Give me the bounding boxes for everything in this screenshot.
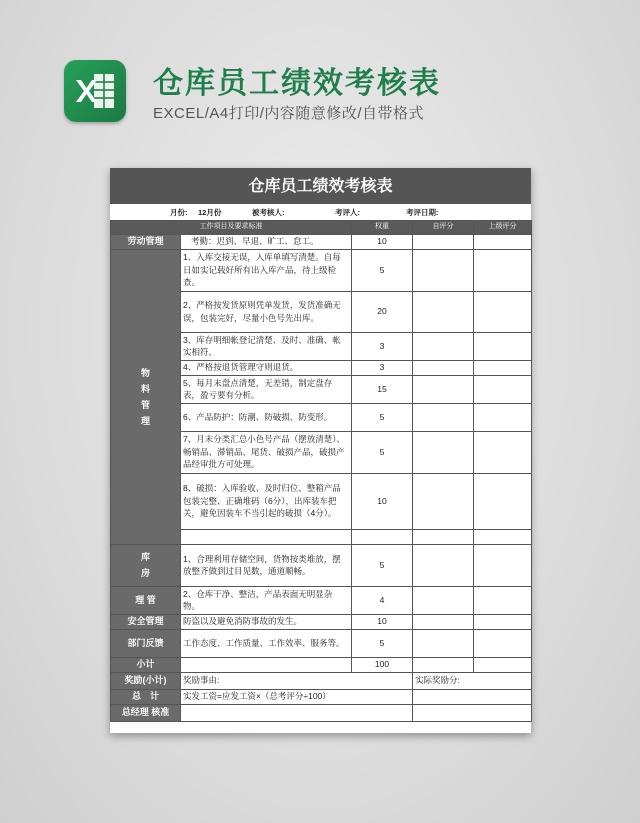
self-score-cell[interactable] (413, 431, 474, 473)
superior-score-cell[interactable] (474, 629, 532, 657)
item-desc: 7、月末分类汇总小色号产品（摆放清楚）、畅销品、滞销品、尾货、破损产品，破损产品经审批方可处理。 (181, 431, 352, 473)
superior-score-cell[interactable] (474, 403, 532, 431)
banner-subtitle: EXCEL/A4打印/内容随意修改/自带格式 (153, 105, 425, 122)
date-label: 考评日期: (406, 208, 439, 217)
item-weight: 5 (352, 431, 413, 473)
category-cell: 小计 (111, 657, 181, 672)
superior-score-cell[interactable] (474, 657, 532, 672)
category-cell: 安全管理 (111, 614, 181, 629)
table-row (111, 629, 532, 657)
item-desc: 1、入库交接无误，入库单填写清楚。自每日如实记载好所有出入库产品，待上级检查。 (181, 249, 352, 291)
superior-score-cell[interactable] (474, 291, 532, 332)
superior-score-cell[interactable] (474, 614, 532, 629)
excel-logo-icon (64, 60, 126, 122)
self-score-cell[interactable] (413, 544, 474, 586)
item-desc: 1、合理利用存储空间，货物按类堆放，摆放整齐做到过目见数，通道顺畅。 (181, 544, 352, 586)
self-score-cell[interactable] (413, 291, 474, 332)
item-weight: 4 (352, 586, 413, 614)
item-desc: 5、每月末盘点清楚，无差错，制定盘存表，盈亏要有分析。 (181, 375, 352, 403)
category-cell: 总经理 核准 (111, 704, 181, 721)
superior-score-cell[interactable] (474, 234, 532, 249)
category-cell: 劳动管理 (111, 234, 181, 249)
item-weight: 10 (352, 234, 413, 249)
self-score-cell[interactable] (413, 629, 474, 657)
assessment-sheet (110, 168, 531, 733)
gm-approval-extra-cell[interactable] (413, 704, 532, 721)
table-row (111, 689, 532, 704)
item-weight: 5 (352, 544, 413, 586)
category-cell: 总 计 (111, 689, 181, 704)
superior-score-cell[interactable] (474, 332, 532, 360)
item-weight: 5 (352, 249, 413, 291)
info-row (110, 204, 531, 220)
reward-reason[interactable]: 奖励事由: (181, 672, 413, 689)
item-desc: 2、仓库干净、整洁，产品表面无明显杂物。 (181, 586, 352, 614)
superior-score-cell[interactable] (474, 529, 532, 544)
category-cell: 理 管 (111, 586, 181, 614)
item-desc: 考勤：迟到、早退、旷工、怠工。 (181, 234, 352, 249)
table-row (111, 234, 532, 249)
item-weight: 10 (352, 614, 413, 629)
self-score-cell[interactable] (413, 403, 474, 431)
superior-score-cell[interactable] (474, 431, 532, 473)
category-cell: 部门反馈 (111, 629, 181, 657)
item-weight: 15 (352, 375, 413, 403)
item-desc: 3、库存明细帐登记清楚、及时、准确、帐实相符。 (181, 332, 352, 360)
table-row (111, 657, 532, 672)
total-value-cell[interactable] (413, 689, 532, 704)
reward-actual[interactable]: 实际奖励分: (413, 672, 532, 689)
item-desc: 工作态度、工作质量、工作效率、服务等。 (181, 629, 352, 657)
banner-title: 仓库员工绩效考核表 (153, 66, 441, 101)
self-score-cell[interactable] (413, 529, 474, 544)
self-score-cell[interactable] (413, 586, 474, 614)
item-weight: 20 (352, 291, 413, 332)
banner (0, 0, 640, 150)
header-weight: 权重 (352, 221, 413, 235)
superior-score-cell[interactable] (474, 360, 532, 375)
category-cell: 物 料 管 理 (111, 249, 181, 544)
superior-score-cell[interactable] (474, 544, 532, 586)
header-items: 工作项目及要求标准 (111, 221, 352, 235)
superior-score-cell[interactable] (474, 473, 532, 529)
self-score-cell[interactable] (413, 360, 474, 375)
table-row (111, 586, 532, 614)
item-desc: 防盗以及避免消防事故的发生。 (181, 614, 352, 629)
table-row (111, 544, 532, 586)
blank-desc-cell[interactable] (181, 529, 352, 544)
item-desc: 6、产品防护：防潮、防破损、防变形。 (181, 403, 352, 431)
header-self: 自评分 (413, 221, 474, 235)
self-score-cell[interactable] (413, 473, 474, 529)
superior-score-cell[interactable] (474, 249, 532, 291)
item-desc: 2、严格按发货原则凭单发货，发货准确无误，包装完好，尽量小色号先出库。 (181, 291, 352, 332)
total-formula: 实发工资=应发工资×（总考评分÷100） (181, 689, 413, 704)
table-header (111, 221, 532, 235)
month-label: 月份: (170, 208, 188, 217)
self-score-cell[interactable] (413, 657, 474, 672)
item-desc: 4、严格按退货管理守则退货。 (181, 360, 352, 375)
sheet-title: 仓库员工绩效考核表 (110, 168, 531, 204)
self-score-cell[interactable] (413, 234, 474, 249)
item-weight: 5 (352, 403, 413, 431)
self-score-cell[interactable] (413, 375, 474, 403)
item-weight: 10 (352, 473, 413, 529)
assessor-label: 考评人: (335, 208, 360, 217)
item-weight: 3 (352, 332, 413, 360)
table-row (111, 249, 532, 291)
table-row (111, 672, 532, 689)
superior-score-cell[interactable] (474, 375, 532, 403)
subtotal-weight: 100 (352, 657, 413, 672)
superior-score-cell[interactable] (474, 586, 532, 614)
table-row (111, 704, 532, 721)
header-superior: 上级评分 (474, 221, 532, 235)
item-weight: 5 (352, 629, 413, 657)
category-cell: 库 房 (111, 544, 181, 586)
blank-weight-cell[interactable] (352, 529, 413, 544)
self-score-cell[interactable] (413, 332, 474, 360)
self-score-cell[interactable] (413, 614, 474, 629)
assessment-table (110, 220, 532, 722)
item-desc: 8、破损：入库验收、及时归位、整箱产品包装完整、正确堆码（6分），出库装车把关，避免因装车不当引起的破损（4分）。 (181, 473, 352, 529)
gm-approval-cell[interactable] (181, 704, 413, 721)
category-cell: 奖励(小计) (111, 672, 181, 689)
table-row (111, 614, 532, 629)
self-score-cell[interactable] (413, 249, 474, 291)
assessed-label: 被考核人: (252, 208, 285, 217)
item-weight: 3 (352, 360, 413, 375)
blank-desc-cell (181, 657, 352, 672)
month-value[interactable]: 12月份 (198, 208, 222, 217)
